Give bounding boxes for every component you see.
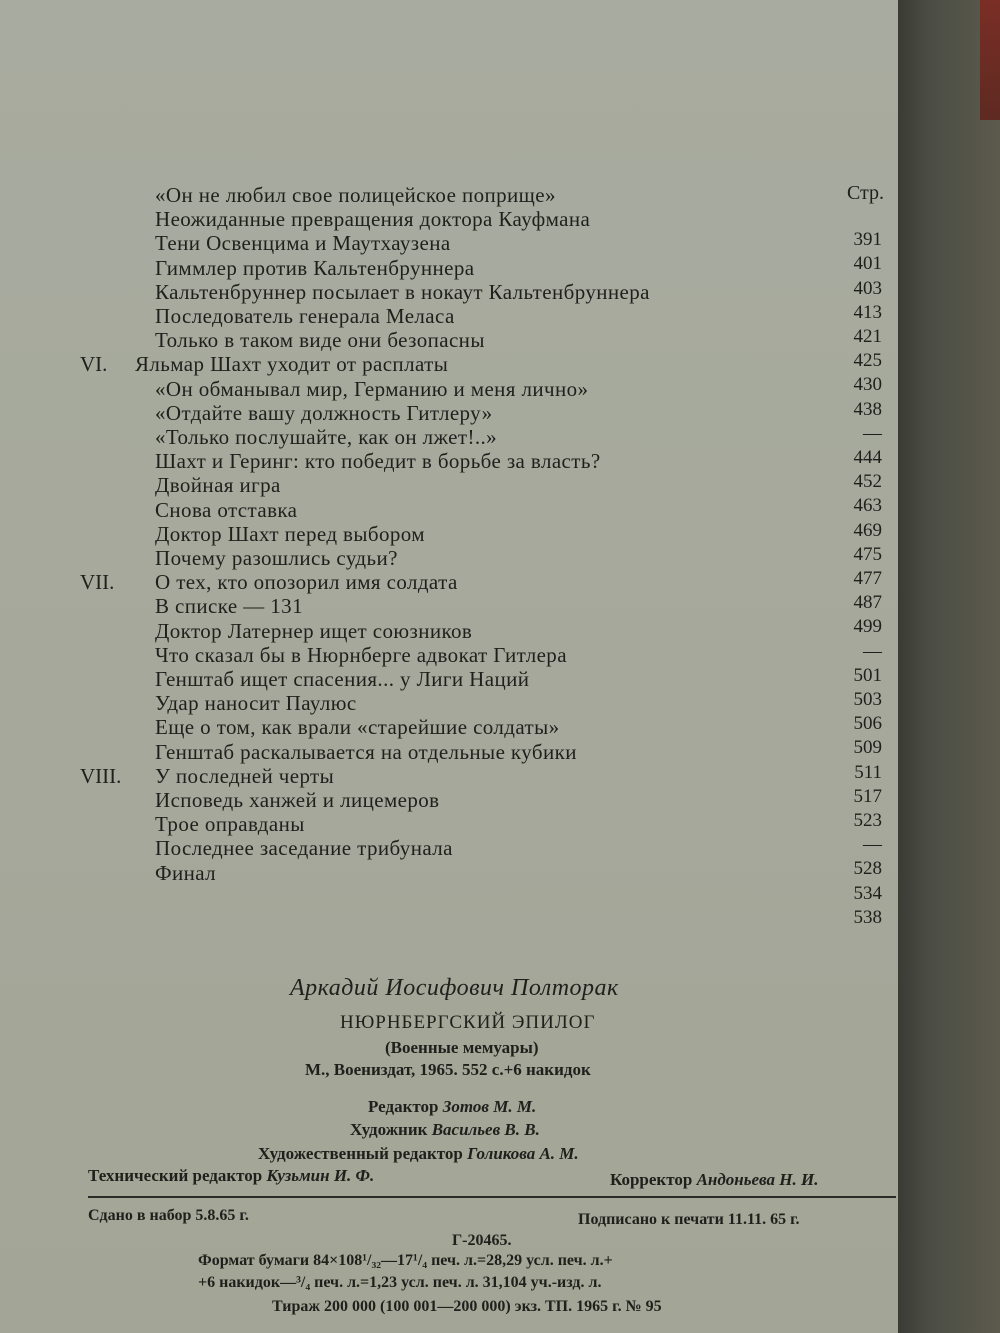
toc-page-number: 444 [853,447,882,468]
signed-to-print: Подписано к печати 11.11. 65 г. [578,1211,800,1228]
series-label: (Военные мемуары) [385,1038,539,1057]
tech-editor-name: Кузьмин И. Ф. [266,1166,375,1185]
toc-entry-title: Почему разошлись судьи? [155,546,398,570]
toc-entry-title: Снова отставка [155,497,298,522]
toc-entry-title: Трое оправданы [155,812,305,837]
toc-page-number: 452 [853,471,882,493]
toc-page-number: 413 [853,301,882,323]
toc-entry-title: В списке — 131 [155,594,303,619]
toc-chapter-number: VIII. [80,763,122,788]
toc-page-number: 509 [853,737,882,759]
toc-entry-title: Доктор Латернер ищет союзников [155,618,473,643]
toc-entry-title: Удар наносит Паулюс [155,691,357,716]
toc-page-number: 523 [853,810,882,831]
artist-label: Художник [350,1120,428,1139]
imprint-divider [88,1196,896,1198]
toc-entry-title: Двойная игра [155,473,281,498]
tech-editor-label: Технический редактор [88,1166,263,1185]
toc-page-number: 538 [853,906,882,928]
toc-chapter-title: Яльмар Шахт уходит от расплаты [135,352,449,377]
artist-line [350,1120,540,1140]
toc-page-number: 430 [853,374,882,396]
toc-entry-title: Последователь генерала Меласа [155,304,455,328]
proofreader-line [610,1170,818,1190]
toc-page-number: 528 [853,858,882,880]
toc-chapter-number: VI. [80,352,108,377]
toc-entry-title: Последнее заседание трибунала [155,836,453,861]
format-line-2: +6 накидок—³/₄ печ. л.=1,23 усл. печ. л. 31,104 уч.-изд. л. [198,1274,602,1291]
toc-page-number: — [863,834,882,856]
toc-page-number: 438 [853,398,882,420]
book-title: НЮРНБЕРГСКИЙ ЭПИЛОГ [340,1012,596,1033]
toc-page-number: 475 [853,543,882,565]
toc-page-number: 511 [854,761,882,783]
toc-page-number: 487 [853,592,882,614]
toc-entry-title: «Только послушайте, как он лжет!..» [155,425,498,449]
toc-page-number: — [863,640,882,662]
toc-page-number: 477 [853,568,882,589]
print-code: Г-20465. [452,1232,512,1249]
toc-page-number: 463 [853,495,882,517]
toc-page-number: 503 [853,689,882,710]
artist-name: Васильев В. В. [431,1120,540,1139]
art-editor-line [258,1144,579,1164]
toc-entry-title: Гиммлер против Кальтенбруннера [155,255,475,280]
art-editor-name: Голикова А. М. [467,1144,579,1163]
proofreader-label: Корректор [610,1170,693,1189]
book-cover-edge [980,0,1000,120]
toc-page-number: 401 [853,253,882,275]
toc-page-number: 506 [853,713,882,735]
toc-entry-title: Финал [155,860,217,885]
circulation-line: Тираж 200 000 (100 001—200 000) экз. ТП. 1965 г. № 95 [272,1298,662,1315]
toc-page-number: 501 [853,664,882,686]
toc-page-number: — [863,422,882,444]
toc-entry-title: «Он не любил свое полицейское поприще» [155,183,556,207]
toc-entry-title: Генштаб ищет спасения... у Лиги Наций [155,667,530,691]
sent-to-typeset: Сдано в набор 5.8.65 г. [88,1207,249,1224]
toc-page-number: 517 [853,785,882,807]
toc-page-number: 421 [853,326,882,347]
format-line-1: Формат бумаги 84×108¹/₃₂—17¹/₄ печ. л.=28,29 усл. печ. л.+ [198,1252,613,1269]
author-name: Аркадий Иосифович Полторак [290,975,619,1001]
editor-name: Зотов М. М. [442,1097,537,1116]
toc-entry-title: Кальтенбруннер посылает в нокаут Кальтенбруннера [155,279,650,304]
toc-chapter-title: О тех, кто опозорил имя солдата [155,570,458,595]
editor-label: Редактор [368,1097,439,1116]
toc-entry-title: Еще о том, как врали «старейшие солдаты» [155,715,560,740]
toc-page-number: 469 [853,519,882,541]
toc-entry-title: Только в таком виде они безопасны [155,328,485,353]
toc-page-number: 391 [853,229,882,251]
toc-entry-title: Неожиданные превращения доктора Кауфмана [155,207,591,232]
toc-page-number: 425 [853,350,882,372]
toc-entry-title: Исповедь ханжей и лицемеров [155,788,440,812]
toc-entry-title: Что сказал бы в Нюрнберге адвокат Гитлера [155,642,567,667]
art-editor-label: Художественный редактор [258,1144,463,1163]
toc-entry-title: Шахт и Геринг: кто победит в борьбе за власть? [155,449,601,474]
publisher-line: М., Воениздат, 1965. 552 с.+6 накидок [305,1060,591,1079]
proofreader-name: Андоньева Н. И. [696,1170,819,1189]
toc-entry-title: Доктор Шахт перед выбором [155,521,425,546]
toc-page-number: 499 [853,616,882,638]
toc-chapter-title: У последней черты [155,763,335,788]
toc-chapter-number: VII. [80,570,115,595]
toc-entry-title: Тени Освенцима и Маутхаузена [155,231,451,256]
toc-entry-title: Генштаб раскалывается на отдельные кубики [155,739,577,764]
toc-page-number: 534 [853,882,882,904]
toc-page-number: 403 [853,277,882,299]
editor-line [368,1097,536,1117]
toc-entry-title: «Он обманывал мир, Германию и меня лично» [155,376,589,401]
tech-editor-line [88,1166,374,1186]
book-gutter [898,0,1000,1333]
toc-header: Стр. [846,182,884,204]
toc-entry-title: «Отдайте вашу должность Гитлеру» [155,400,493,425]
